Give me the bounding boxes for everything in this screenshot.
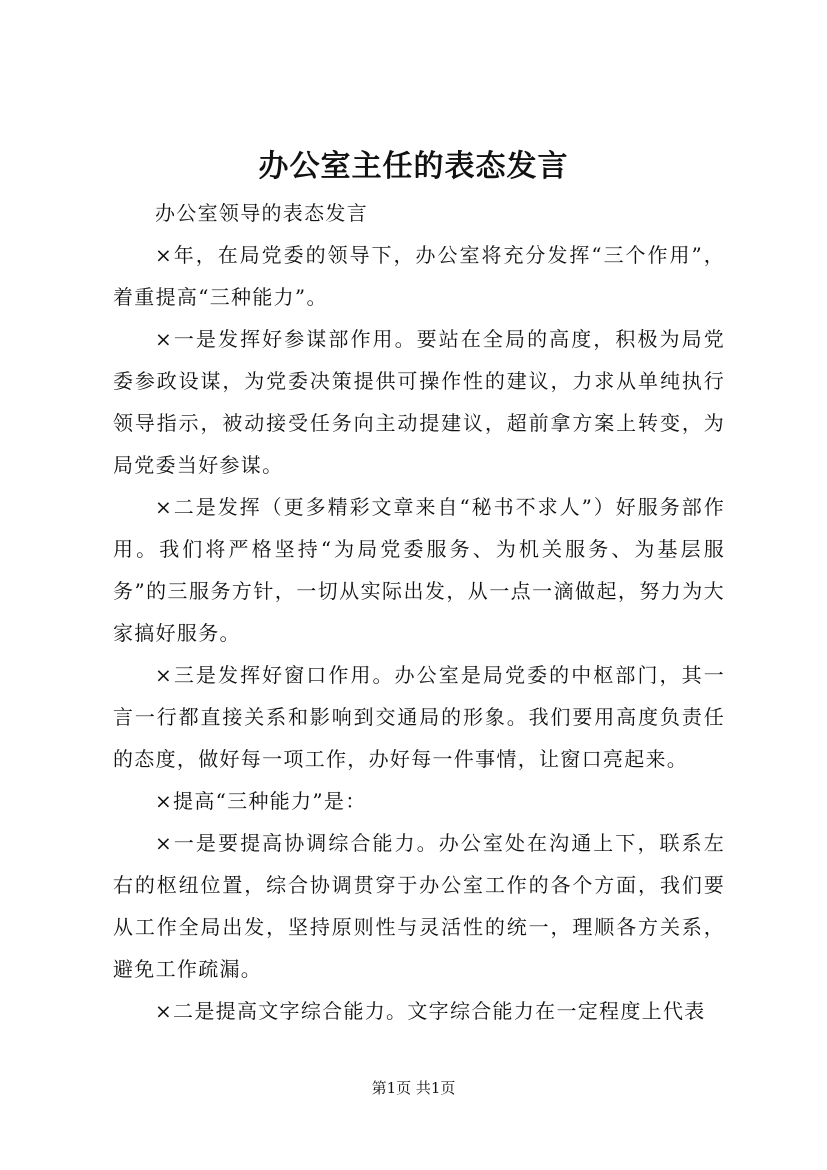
paragraph-subtitle: 办公室领导的表态发言 (155, 201, 368, 225)
page-footer: 第1页 共1页 (371, 1079, 456, 1097)
document-title: 办公室主任的表态发言 (258, 149, 569, 184)
paragraph-ability-2: ×二是提高文字综合能力。文字综合能力在一定程度上代表 (155, 999, 706, 1023)
paragraph-abilities-heading: ×提高“三种能力”是： (155, 789, 367, 813)
paragraph-ability-1: ×一是要提高协调综合能力。办公室处在沟通上下，联系左右的枢纽位置，综合协调贯穿于办公室工作的各个方面，我们要从工作全局出发，坚持原则性与灵活性的统一，理顺各方关系，避免工作疏漏。 (113, 831, 725, 981)
paragraph-role-2: ×二是发挥（更多精彩文章来自“秘书不求人”）好服务部作用。我们将严格坚持“为局党委服务、为机关服务、为基层服务”的三服务方针，一切从实际出发，从一点一滴做起，努力为大家搞好服务。 (113, 495, 725, 645)
paragraph-role-3: ×三是发挥好窗口作用。办公室是局党委的中枢部门，其一言一行都直接关系和影响到交通局的形象。我们要用高度负责任的态度，做好每一项工作，办好每一件事情，让窗口亮起来。 (113, 663, 725, 771)
paragraph-intro: ×年，在局党委的领导下，办公室将充分发挥“三个作用”，着重提高“三种能力”。 (113, 243, 725, 309)
document-body (113, 192, 725, 1032)
paragraph-role-1: ×一是发挥好参谋部作用。要站在全局的高度，积极为局党委参政设谋，为党委决策提供可操作性的建议，力求从单纯执行领导指示，被动接受任务向主动提建议，超前拿方案上转变，为局党委当好参谋。 (113, 327, 725, 477)
